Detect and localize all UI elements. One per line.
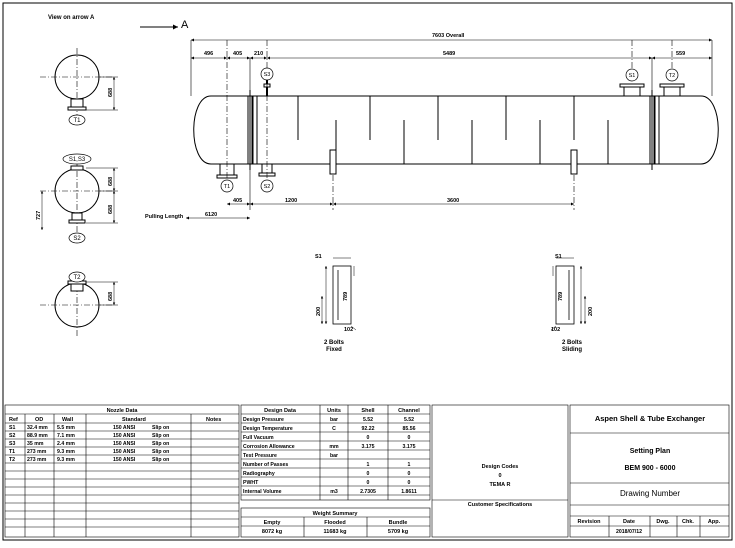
saddle-sliding-200: 200 xyxy=(588,306,594,316)
svg-text:Standard: Standard xyxy=(122,417,146,423)
title-date-value: 2018/07/12 xyxy=(616,529,642,535)
bottom-dimensions xyxy=(186,170,574,218)
view-label: View on arrow A xyxy=(48,15,95,21)
svg-text:T1: T1 xyxy=(223,184,231,190)
dim-top-405: 405 xyxy=(233,51,243,57)
svg-text:Bundle: Bundle xyxy=(388,520,408,526)
title-model: BEM 900 - 6000 xyxy=(624,465,676,472)
svg-text:Chk.: Chk. xyxy=(682,519,694,525)
design-table-header xyxy=(264,408,420,414)
svg-text:Slip on: Slip on xyxy=(152,449,170,455)
svg-text:9.3 mm: 9.3 mm xyxy=(57,457,75,463)
svg-text:S1: S1 xyxy=(9,425,16,431)
svg-text:T1: T1 xyxy=(9,449,16,455)
table-row xyxy=(243,426,416,432)
svg-text:Ref: Ref xyxy=(9,417,18,423)
svg-text:1.8611: 1.8611 xyxy=(401,489,417,495)
svg-text:Full Vacuum: Full Vacuum xyxy=(243,435,274,441)
svg-text:2.7305: 2.7305 xyxy=(360,489,376,495)
tag-t2 xyxy=(666,69,678,81)
saddle-fixed-caption-2: Fixed xyxy=(326,347,342,353)
dim-overall: 7603 Overall xyxy=(432,33,465,39)
svg-text:S3: S3 xyxy=(9,441,16,447)
saddle-sliding-102: 102 xyxy=(551,327,561,333)
svg-text:3.175: 3.175 xyxy=(361,444,375,450)
saddle-sliding-789: 789 xyxy=(558,291,564,301)
svg-text:S1,S3: S1,S3 xyxy=(68,157,86,163)
svg-text:5709 kg: 5709 kg xyxy=(387,529,409,535)
end-s1-dim-688a: 688 xyxy=(108,176,114,186)
svg-text:0: 0 xyxy=(407,471,411,477)
end-s2-tag xyxy=(69,233,85,243)
elevation-nozzle-tags xyxy=(221,68,678,192)
saddle-sliding-caption-1: 2 Bolts xyxy=(561,340,583,346)
svg-text:Channel: Channel xyxy=(398,408,420,414)
saddle-sliding-s1: S1 xyxy=(555,254,562,260)
saddle-fixed-s1: S1 xyxy=(315,254,322,260)
svg-text:1: 1 xyxy=(407,462,411,468)
svg-text:0: 0 xyxy=(366,480,370,486)
table-row xyxy=(9,449,169,455)
svg-text:T2: T2 xyxy=(73,275,81,281)
svg-text:bar: bar xyxy=(329,417,339,423)
svg-text:Design Pressure: Design Pressure xyxy=(243,417,284,423)
svg-text:Design Temperature: Design Temperature xyxy=(243,426,293,432)
svg-text:Shell: Shell xyxy=(361,408,375,414)
title-drawing-number: Drawing Number xyxy=(619,489,681,498)
nozzle-table-title: Nozzle Data xyxy=(106,408,138,414)
table-row xyxy=(243,480,411,486)
end-t1-dim: 688 xyxy=(108,87,114,97)
svg-text:0: 0 xyxy=(407,435,411,441)
svg-text:32.4 mm: 32.4 mm xyxy=(27,425,48,431)
svg-text:0: 0 xyxy=(366,471,370,477)
baffles xyxy=(298,96,608,164)
svg-text:S1: S1 xyxy=(628,73,636,79)
dim-bot-3600: 3600 xyxy=(447,198,460,204)
end-view-t2 xyxy=(40,275,118,338)
pulling-length-label: Pulling Length xyxy=(145,214,184,220)
svg-text:150 ANSI: 150 ANSI xyxy=(113,449,136,455)
end-t2-tag xyxy=(69,272,85,282)
svg-text:T2: T2 xyxy=(9,457,16,463)
svg-text:5.52: 5.52 xyxy=(362,417,374,423)
svg-text:S2: S2 xyxy=(73,236,81,242)
svg-text:11683 kg: 11683 kg xyxy=(323,529,347,535)
svg-text:92.22: 92.22 xyxy=(361,426,375,432)
svg-text:Date: Date xyxy=(623,519,635,525)
title-company: Aspen Shell & Tube Exchanger xyxy=(594,414,706,423)
svg-text:150 ANSI: 150 ANSI xyxy=(113,425,136,431)
svg-text:0: 0 xyxy=(366,435,370,441)
saddle-detail-fixed xyxy=(322,258,356,330)
dim-top-210: 210 xyxy=(254,51,264,57)
svg-text:App.: App. xyxy=(707,519,721,525)
end-s2-dim-688b: 688 xyxy=(108,204,114,214)
svg-text:S2: S2 xyxy=(263,184,271,190)
svg-text:C: C xyxy=(332,426,336,432)
end-s1s3-tag xyxy=(63,154,91,164)
table-row xyxy=(243,462,411,468)
svg-text:bar: bar xyxy=(329,453,339,459)
shell-nozzles xyxy=(217,80,684,178)
svg-text:Radiography: Radiography xyxy=(243,471,275,477)
dim-top-559: 559 xyxy=(676,51,686,57)
saddle-fixed-102: 102 xyxy=(344,327,354,333)
table-row xyxy=(243,489,417,495)
saddle-detail-sliding xyxy=(551,258,585,330)
pulling-length-value: 6120 xyxy=(205,212,218,218)
tag-s3 xyxy=(261,68,273,80)
svg-text:150 ANSI: 150 ANSI xyxy=(113,457,136,463)
saddle-fixed-789: 789 xyxy=(343,291,349,301)
svg-text:150 ANSI: 150 ANSI xyxy=(113,433,136,439)
table-row xyxy=(243,417,414,423)
table-row xyxy=(243,453,338,459)
table-row xyxy=(243,471,411,477)
svg-text:T2: T2 xyxy=(668,73,676,79)
svg-text:S2: S2 xyxy=(9,433,16,439)
svg-text:Wall: Wall xyxy=(62,417,74,423)
svg-text:Units: Units xyxy=(327,408,341,414)
svg-text:PWHT: PWHT xyxy=(243,480,259,486)
svg-text:9.3 mm: 9.3 mm xyxy=(57,449,75,455)
svg-text:Flooded: Flooded xyxy=(324,520,346,526)
saddle-fixed-200: 200 xyxy=(316,306,322,316)
end-t1-tag xyxy=(69,115,85,125)
svg-text:273 mm: 273 mm xyxy=(27,457,47,463)
svg-text:1: 1 xyxy=(366,462,370,468)
svg-text:273 mm: 273 mm xyxy=(27,449,47,455)
design-codes-box xyxy=(432,405,568,537)
svg-text:85.56: 85.56 xyxy=(402,426,416,432)
customer-spec-title: Customer Specifications xyxy=(467,502,533,508)
saddle-fixed-caption-1: 2 Bolts xyxy=(323,340,345,346)
svg-text:S3: S3 xyxy=(263,72,271,78)
svg-text:35 mm: 35 mm xyxy=(27,441,44,447)
design-codes-title: Design Codes xyxy=(481,464,519,470)
saddle-sliding-caption-2: Sliding xyxy=(562,347,582,353)
svg-text:150 ANSI: 150 ANSI xyxy=(113,441,136,447)
svg-text:88.9 mm: 88.9 mm xyxy=(27,433,48,439)
table-row xyxy=(9,457,169,463)
svg-text:Slip on: Slip on xyxy=(152,433,170,439)
dim-bot-405: 405 xyxy=(233,198,243,204)
dim-bot-1200: 1200 xyxy=(285,198,298,204)
design-codes-row1: 0 xyxy=(498,473,502,479)
svg-text:Slip on: Slip on xyxy=(152,457,170,463)
svg-text:Design Data: Design Data xyxy=(264,408,296,414)
svg-text:Slip on: Slip on xyxy=(152,441,170,447)
svg-text:7.1 mm: 7.1 mm xyxy=(57,433,75,439)
table-row xyxy=(9,441,169,447)
end-t2-dim: 688 xyxy=(108,291,114,301)
nozzle-table-header xyxy=(9,417,221,423)
end-s1-dim-727: 727 xyxy=(36,210,42,220)
svg-text:Corrosion Allowance: Corrosion Allowance xyxy=(243,444,295,450)
svg-text:0: 0 xyxy=(407,480,411,486)
tag-t1 xyxy=(221,180,233,192)
end-view-t1 xyxy=(40,48,118,120)
svg-text:Empty: Empty xyxy=(263,520,281,526)
centre-lines xyxy=(227,40,672,210)
svg-text:3.175: 3.175 xyxy=(402,444,416,450)
design-codes-row2: TEMA R xyxy=(489,482,511,488)
svg-text:Number of Passes: Number of Passes xyxy=(243,462,289,468)
svg-text:Notes: Notes xyxy=(206,417,222,423)
svg-text:8072 kg: 8072 kg xyxy=(261,529,283,535)
svg-text:Slip on: Slip on xyxy=(152,425,170,431)
tag-s2 xyxy=(261,180,273,192)
end-view-s1s3 xyxy=(40,160,118,240)
svg-text:m3: m3 xyxy=(330,489,338,495)
table-row xyxy=(243,435,411,441)
design-table-rows xyxy=(243,417,417,495)
svg-text:5.52: 5.52 xyxy=(403,417,415,423)
dim-top-5489: 5489 xyxy=(443,51,456,57)
title-plan: Setting Plan xyxy=(629,448,671,455)
shell-elevation xyxy=(194,90,719,170)
title-block-headers xyxy=(578,519,721,525)
view-arrow-label: A xyxy=(181,19,189,31)
dim-top-496: 496 xyxy=(204,51,214,57)
svg-text:Test Pressure: Test Pressure xyxy=(243,453,277,459)
svg-text:5.5 mm: 5.5 mm xyxy=(57,425,75,431)
svg-text:Revision: Revision xyxy=(577,519,601,525)
table-row xyxy=(9,425,169,431)
svg-text:mm: mm xyxy=(329,444,339,450)
svg-text:Dwg.: Dwg. xyxy=(656,519,670,525)
table-row xyxy=(243,444,416,450)
tag-s1 xyxy=(626,69,638,81)
weight-table-values xyxy=(262,529,408,535)
svg-text:Internal Volume: Internal Volume xyxy=(243,489,282,495)
svg-text:T1: T1 xyxy=(73,118,81,124)
svg-text:2.4 mm: 2.4 mm xyxy=(57,441,75,447)
weight-table-title: Weight Summary xyxy=(312,511,358,517)
table-row xyxy=(9,433,169,439)
weight-table-header xyxy=(264,520,408,526)
svg-text:OD: OD xyxy=(35,417,44,423)
